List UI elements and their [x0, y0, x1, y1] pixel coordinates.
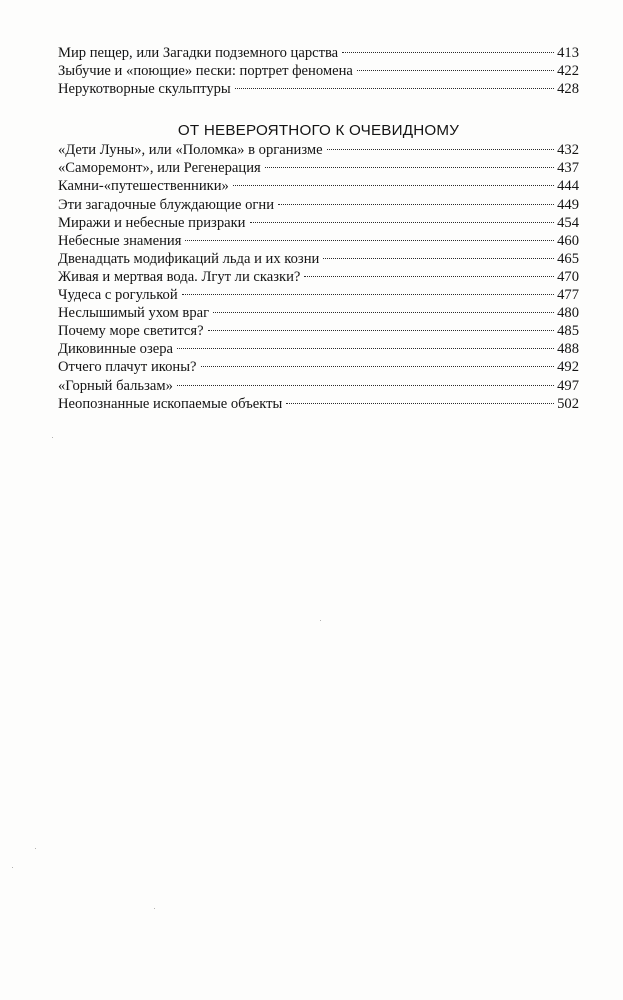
toc-entry: [58, 80, 579, 98]
toc-entry-title: Чудеса с рогулькой: [58, 287, 178, 304]
toc-entry: [58, 304, 579, 322]
dot-leader: [357, 70, 554, 71]
toc-entry-page: 444: [557, 178, 579, 195]
dot-leader: [201, 366, 555, 367]
dot-leader: [265, 167, 554, 168]
toc-entry: [58, 177, 579, 195]
toc-entry-page: 465: [557, 250, 579, 267]
toc-entry-page: 432: [557, 142, 579, 159]
scan-speck: [52, 437, 53, 438]
table-of-contents: [58, 44, 579, 413]
toc-entry-page: 488: [557, 341, 579, 358]
toc-entry-page: 413: [557, 45, 579, 61]
toc-entry: [58, 250, 579, 268]
dot-leader: [323, 258, 554, 259]
toc-entry-title: Неслышимый ухом враг: [58, 305, 210, 322]
toc-entry-page: 497: [557, 377, 579, 394]
dot-leader: [177, 348, 554, 349]
toc-entry-page: 502: [557, 395, 579, 412]
toc-entry-title: Нерукотворные скульптуры: [58, 81, 231, 98]
toc-entry: [58, 395, 579, 413]
dot-leader: [182, 294, 554, 295]
toc-entry: [58, 358, 579, 376]
scan-speck: [154, 908, 155, 909]
toc-entry-page: 477: [557, 287, 579, 304]
dot-leader: [185, 240, 554, 241]
toc-entry: [58, 62, 579, 80]
dot-leader: [208, 330, 555, 331]
toc-entry: [58, 268, 579, 286]
toc-entry-title: Почему море светится?: [58, 323, 204, 340]
scan-speck: [35, 848, 36, 849]
toc-entry-page: 470: [557, 268, 579, 285]
toc-entry-title: Отчего плачут иконы?: [58, 359, 197, 376]
dot-leader: [213, 312, 554, 313]
toc-entry: [58, 44, 579, 62]
toc-entry-title: «Дети Луны», или «Поломка» в организме: [58, 142, 323, 159]
dot-leader: [304, 276, 554, 277]
toc-entry-page: 485: [557, 323, 579, 340]
dot-leader: [177, 385, 554, 386]
toc-entry: [58, 340, 579, 358]
toc-entry-title: Мир пещер, или Загадки подземного царства: [58, 45, 339, 61]
toc-entry: [58, 159, 579, 177]
scan-speck: [320, 620, 321, 621]
toc-entry-title: Зыбучие и «поющие» пески: портрет феномена: [58, 63, 353, 80]
toc-entry: [58, 286, 579, 304]
toc-entry: [58, 214, 579, 232]
toc-entry-page: 428: [557, 81, 579, 98]
toc-entry-title: Миражи и небесные призраки: [58, 214, 246, 231]
toc-entry: [58, 232, 579, 250]
dot-leader: [286, 403, 554, 404]
scan-speck: [12, 867, 13, 868]
toc-entry: [58, 141, 579, 159]
toc-entry-title: Диковинные озера: [58, 341, 173, 358]
toc-entry-page: 480: [557, 305, 579, 322]
toc-entry-title: Живая и мертвая вода. Лгут ли сказки?: [58, 268, 301, 285]
toc-entry-title: Неопознанные ископаемые объекты: [58, 395, 283, 412]
toc-entry: [58, 196, 579, 214]
toc-entry-title: Двенадцать модификаций льда и их козни: [58, 250, 320, 267]
dot-leader: [278, 204, 554, 205]
dot-leader: [233, 185, 554, 186]
dot-leader: [235, 88, 554, 89]
dot-leader: [327, 149, 555, 150]
toc-entry-page: 454: [557, 214, 579, 231]
toc-entry-title: Эти загадочные блуждающие огни: [58, 196, 275, 213]
toc-entry-page: 492: [557, 359, 579, 376]
toc-entry-title: Камни-«путешественники»: [58, 178, 229, 195]
toc-entry-page: 422: [557, 63, 579, 80]
toc-entry: [58, 322, 579, 340]
dot-leader: [250, 222, 555, 223]
toc-entry-page: 437: [557, 160, 579, 177]
toc-entry-page: 460: [557, 232, 579, 249]
toc-entry-title: «Горный бальзам»: [58, 377, 173, 394]
toc-entry-page: 449: [557, 196, 579, 213]
toc-entry-title: Небесные знамения: [58, 232, 182, 249]
toc-entry: [58, 377, 579, 395]
toc-entry-title: «Саморемонт», или Регенерация: [58, 160, 261, 177]
section-heading: ОТ НЕВЕРОЯТНОГО К ОЧЕВИДНОМУ: [177, 122, 460, 140]
dot-leader: [342, 52, 554, 53]
